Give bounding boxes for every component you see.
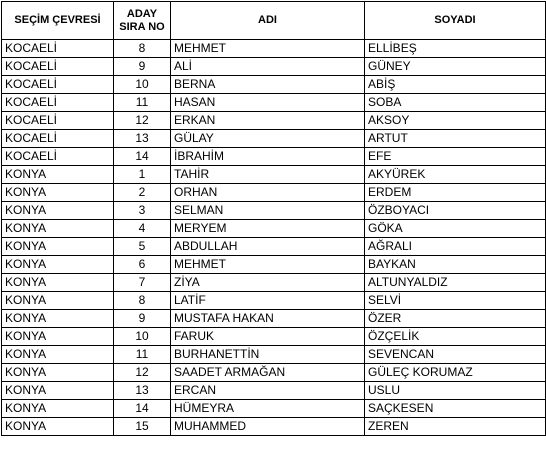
cell-name: ZİYA (171, 274, 365, 292)
cell-surname: ÖZER (365, 310, 546, 328)
cell-name: İBRAHİM (171, 148, 365, 166)
cell-order-number: 10 (114, 76, 171, 94)
cell-name: MERYEM (171, 220, 365, 238)
cell-district: KONYA (2, 274, 114, 292)
cell-surname: USLU (365, 382, 546, 400)
cell-surname: ZEREN (365, 418, 546, 436)
cell-district: KONYA (2, 328, 114, 346)
cell-district: KONYA (2, 310, 114, 328)
cell-surname: EFE (365, 148, 546, 166)
cell-order-number: 13 (114, 382, 171, 400)
cell-order-number: 2 (114, 184, 171, 202)
cell-order-number: 6 (114, 256, 171, 274)
cell-name: GÜLAY (171, 130, 365, 148)
cell-district: KOCAELİ (2, 40, 114, 58)
cell-name: FARUK (171, 328, 365, 346)
table-row (2, 382, 546, 400)
table-row (2, 76, 546, 94)
cell-surname: GÖKA (365, 220, 546, 238)
candidate-table (1, 1, 546, 436)
cell-surname: AĞRALI (365, 238, 546, 256)
cell-district: KONYA (2, 364, 114, 382)
cell-name: ALİ (171, 58, 365, 76)
header-district: SEÇİM ÇEVRESİ (2, 2, 114, 40)
cell-district: KOCAELİ (2, 58, 114, 76)
cell-surname: GÜLEÇ KORUMAZ (365, 364, 546, 382)
table-row (2, 256, 546, 274)
cell-order-number: 12 (114, 112, 171, 130)
cell-surname: ALTUNYALDIZ (365, 274, 546, 292)
cell-order-number: 7 (114, 274, 171, 292)
cell-district: KONYA (2, 256, 114, 274)
cell-order-number: 9 (114, 310, 171, 328)
table-row (2, 184, 546, 202)
cell-name: MUSTAFA HAKAN (171, 310, 365, 328)
cell-surname: ELLİBEŞ (365, 40, 546, 58)
cell-name: SAADET ARMAĞAN (171, 364, 365, 382)
table-row (2, 166, 546, 184)
table-row (2, 238, 546, 256)
table-row (2, 328, 546, 346)
cell-district: KONYA (2, 292, 114, 310)
table-row (2, 202, 546, 220)
table-header (2, 2, 546, 40)
cell-name: LATİF (171, 292, 365, 310)
cell-order-number: 1 (114, 166, 171, 184)
cell-order-number: 3 (114, 202, 171, 220)
cell-order-number: 11 (114, 346, 171, 364)
cell-district: KONYA (2, 400, 114, 418)
table-row (2, 130, 546, 148)
cell-name: BURHANETTİN (171, 346, 365, 364)
cell-name: MUHAMMED (171, 418, 365, 436)
cell-order-number: 9 (114, 58, 171, 76)
cell-name: TAHİR (171, 166, 365, 184)
cell-surname: AKYÜREK (365, 166, 546, 184)
cell-surname: SELVİ (365, 292, 546, 310)
table-row (2, 274, 546, 292)
cell-district: KOCAELİ (2, 148, 114, 166)
cell-name: BERNA (171, 76, 365, 94)
cell-order-number: 10 (114, 328, 171, 346)
cell-order-number: 4 (114, 220, 171, 238)
cell-surname: ABİŞ (365, 76, 546, 94)
table-row (2, 418, 546, 436)
cell-district: KONYA (2, 418, 114, 436)
table-row (2, 400, 546, 418)
table-row (2, 364, 546, 382)
cell-surname: GÜNEY (365, 58, 546, 76)
cell-order-number: 15 (114, 418, 171, 436)
cell-name: MEHMET (171, 40, 365, 58)
cell-surname: ARTUT (365, 130, 546, 148)
table-row (2, 148, 546, 166)
cell-order-number: 13 (114, 130, 171, 148)
table-row (2, 94, 546, 112)
cell-name: HÜMEYRA (171, 400, 365, 418)
header-order-line2: SIRA NO (119, 20, 165, 33)
cell-district: KONYA (2, 184, 114, 202)
cell-name: ORHAN (171, 184, 365, 202)
cell-order-number: 5 (114, 238, 171, 256)
cell-district: KONYA (2, 166, 114, 184)
table-row (2, 346, 546, 364)
cell-name: ABDULLAH (171, 238, 365, 256)
table-row (2, 310, 546, 328)
cell-order-number: 14 (114, 148, 171, 166)
table-row (2, 58, 546, 76)
cell-name: HASAN (171, 94, 365, 112)
cell-surname: BAYKAN (365, 256, 546, 274)
cell-district: KONYA (2, 382, 114, 400)
header-name: ADI (171, 2, 365, 40)
cell-order-number: 12 (114, 364, 171, 382)
header-row (2, 2, 546, 40)
cell-order-number: 8 (114, 292, 171, 310)
table-row (2, 220, 546, 238)
table-row (2, 40, 546, 58)
cell-name: ERKAN (171, 112, 365, 130)
table-row (2, 112, 546, 130)
cell-district: KOCAELİ (2, 112, 114, 130)
table-body (2, 40, 546, 436)
table-row (2, 292, 546, 310)
cell-district: KOCAELİ (2, 94, 114, 112)
cell-surname: ERDEM (365, 184, 546, 202)
cell-district: KONYA (2, 238, 114, 256)
cell-order-number: 14 (114, 400, 171, 418)
cell-surname: ÖZBOYACI (365, 202, 546, 220)
cell-district: KONYA (2, 220, 114, 238)
cell-name: SELMAN (171, 202, 365, 220)
header-order-number (114, 2, 171, 40)
header-surname: SOYADI (365, 2, 546, 40)
cell-order-number: 8 (114, 40, 171, 58)
cell-order-number: 11 (114, 94, 171, 112)
cell-surname: SEVENCAN (365, 346, 546, 364)
cell-surname: ÖZÇELİK (365, 328, 546, 346)
cell-district: KOCAELİ (2, 130, 114, 148)
header-order-line1: ADAY (126, 7, 158, 20)
cell-district: KONYA (2, 202, 114, 220)
cell-name: ERCAN (171, 382, 365, 400)
cell-surname: SAÇKESEN (365, 400, 546, 418)
cell-name: MEHMET (171, 256, 365, 274)
cell-district: KONYA (2, 346, 114, 364)
cell-district: KOCAELİ (2, 76, 114, 94)
cell-surname: SOBA (365, 94, 546, 112)
cell-surname: AKSOY (365, 112, 546, 130)
